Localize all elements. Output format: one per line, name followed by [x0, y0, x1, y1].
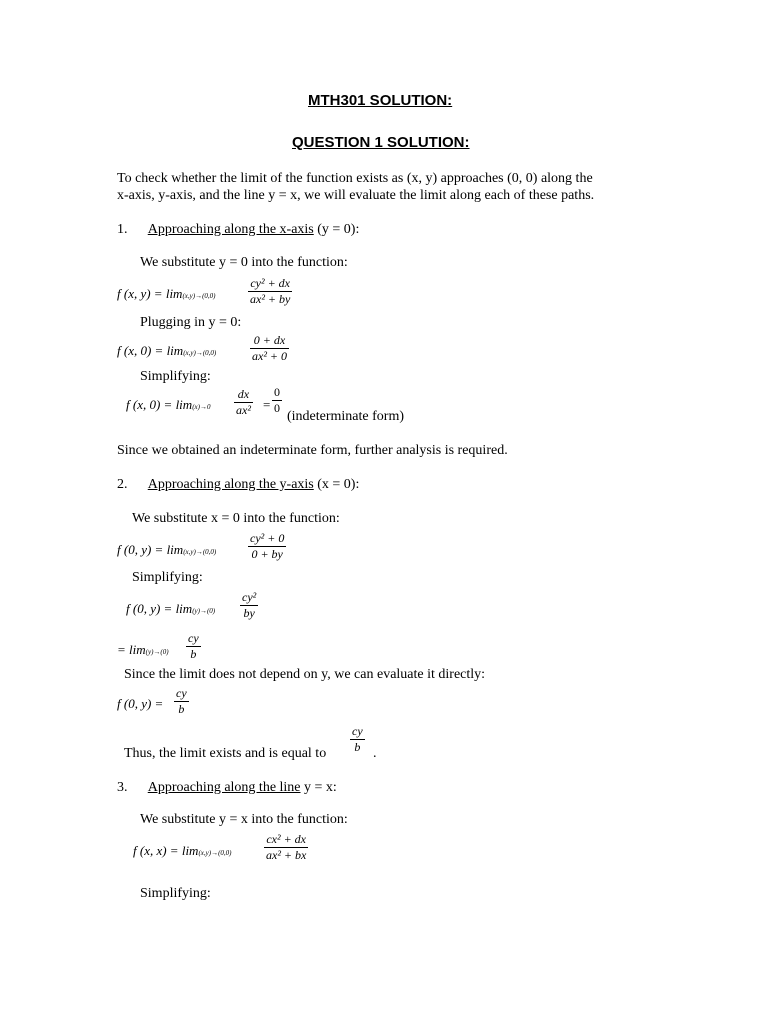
section-1-conclusion: Since we obtained an indeterminate form, further analysis is required.: [117, 443, 508, 458]
s1-eq3-fraction: $\frac{dx}{\text{ax²}}$: [236, 387, 251, 417]
s3-eq1-fraction: $\frac{\text{cx² + dx}}{\text{ax² + bx}}$: [266, 832, 307, 862]
section-2-simplifying: Simplifying:: [132, 570, 203, 585]
s2-eq3-lhs: = lim(y)→(0): [117, 642, 169, 657]
section-1-title: Approaching along the x-axis: [147, 222, 314, 237]
s1-eq2-fraction: $\frac{0 + dx}{\text{ax² + 0}}$: [252, 333, 288, 363]
intro-line-1: To check whether the limit of the function exists as (x, y) approaches (0, 0) along the: [117, 171, 593, 186]
s2-eq1-fraction: $\frac{\text{cy² + 0}}{0 + by}$: [250, 531, 285, 561]
s3-eq1-lhs: f (x, x) = lim(x,y)→(0,0): [133, 843, 232, 858]
section-1-substitute: We substitute y = 0 into the function:: [140, 255, 348, 270]
s2-eq4-lhs: f (0, y) =: [117, 696, 164, 711]
section-2-substitute: We substitute x = 0 into the function:: [132, 511, 340, 526]
s1-eq3-lhs: f (x, 0) = lim(x)→0: [126, 397, 211, 412]
section-3-simplifying: Simplifying:: [140, 886, 211, 901]
section-1-plugging: Plugging in y = 0:: [140, 315, 242, 330]
section-1-suffix: (y = 0):: [313, 222, 360, 237]
s1-eq1-fraction: $\frac{\text{cy² + dx}}{\text{ax² + by}}$: [250, 276, 291, 306]
section-2-title: Approaching along the y-axis: [147, 477, 314, 492]
s2-eq2-fraction: $\frac{\text{cy²}}{by}$: [242, 590, 257, 620]
section-2-thus-period: .: [373, 746, 377, 761]
section-3-substitute: We substitute y = x into the function:: [140, 812, 348, 827]
question-title: QUESTION 1 SOLUTION:: [292, 134, 470, 151]
section-2-thus: Thus, the limit exists and is equal to: [124, 746, 327, 761]
section-3-heading: [117, 780, 337, 796]
section-1-simplifying: Simplifying:: [140, 369, 211, 384]
s2-eq1-lhs: f (0, y) = lim(x,y)→(0,0): [117, 542, 217, 557]
section-3-title: Approaching along the line: [147, 780, 301, 795]
section-2-number: 2.: [117, 477, 128, 492]
section-3-suffix: y = x:: [300, 780, 337, 795]
s1-eq2-lhs: f (x, 0) = lim(x,y)→(0,0): [117, 343, 217, 358]
page-title: MTH301 SOLUTION:: [308, 92, 453, 109]
s1-eq3-equals: =: [263, 397, 271, 412]
s2-result-fraction: $\frac{cy}{b}$: [352, 724, 363, 754]
intro-line-2: x-axis, y-axis, and the line y = x, we will evaluate the limit along each of these paths.: [117, 188, 595, 203]
section-3-number: 3.: [117, 780, 128, 795]
indeterminate-label: (indeterminate form): [287, 409, 405, 424]
section-2-heading: [117, 477, 359, 493]
s2-eq3-fraction: $\frac{cy}{b}$: [188, 631, 199, 661]
section-2-direct: Since the limit does not depend on y, we can evaluate it directly:: [124, 667, 486, 682]
s1-eq3-zero-fraction: $\frac{0}{0}$: [274, 385, 280, 415]
section-1-number: 1.: [117, 222, 128, 237]
s2-eq2-lhs: f (0, y) = lim(y)→(0): [126, 601, 216, 616]
section-1-heading: [117, 222, 359, 238]
section-2-suffix: (x = 0):: [313, 477, 360, 492]
s2-eq4-fraction: $\frac{cy}{b}$: [176, 686, 187, 716]
s1-eq1-lhs: f (x, y) = lim(x,y)→(0,0): [117, 286, 216, 301]
